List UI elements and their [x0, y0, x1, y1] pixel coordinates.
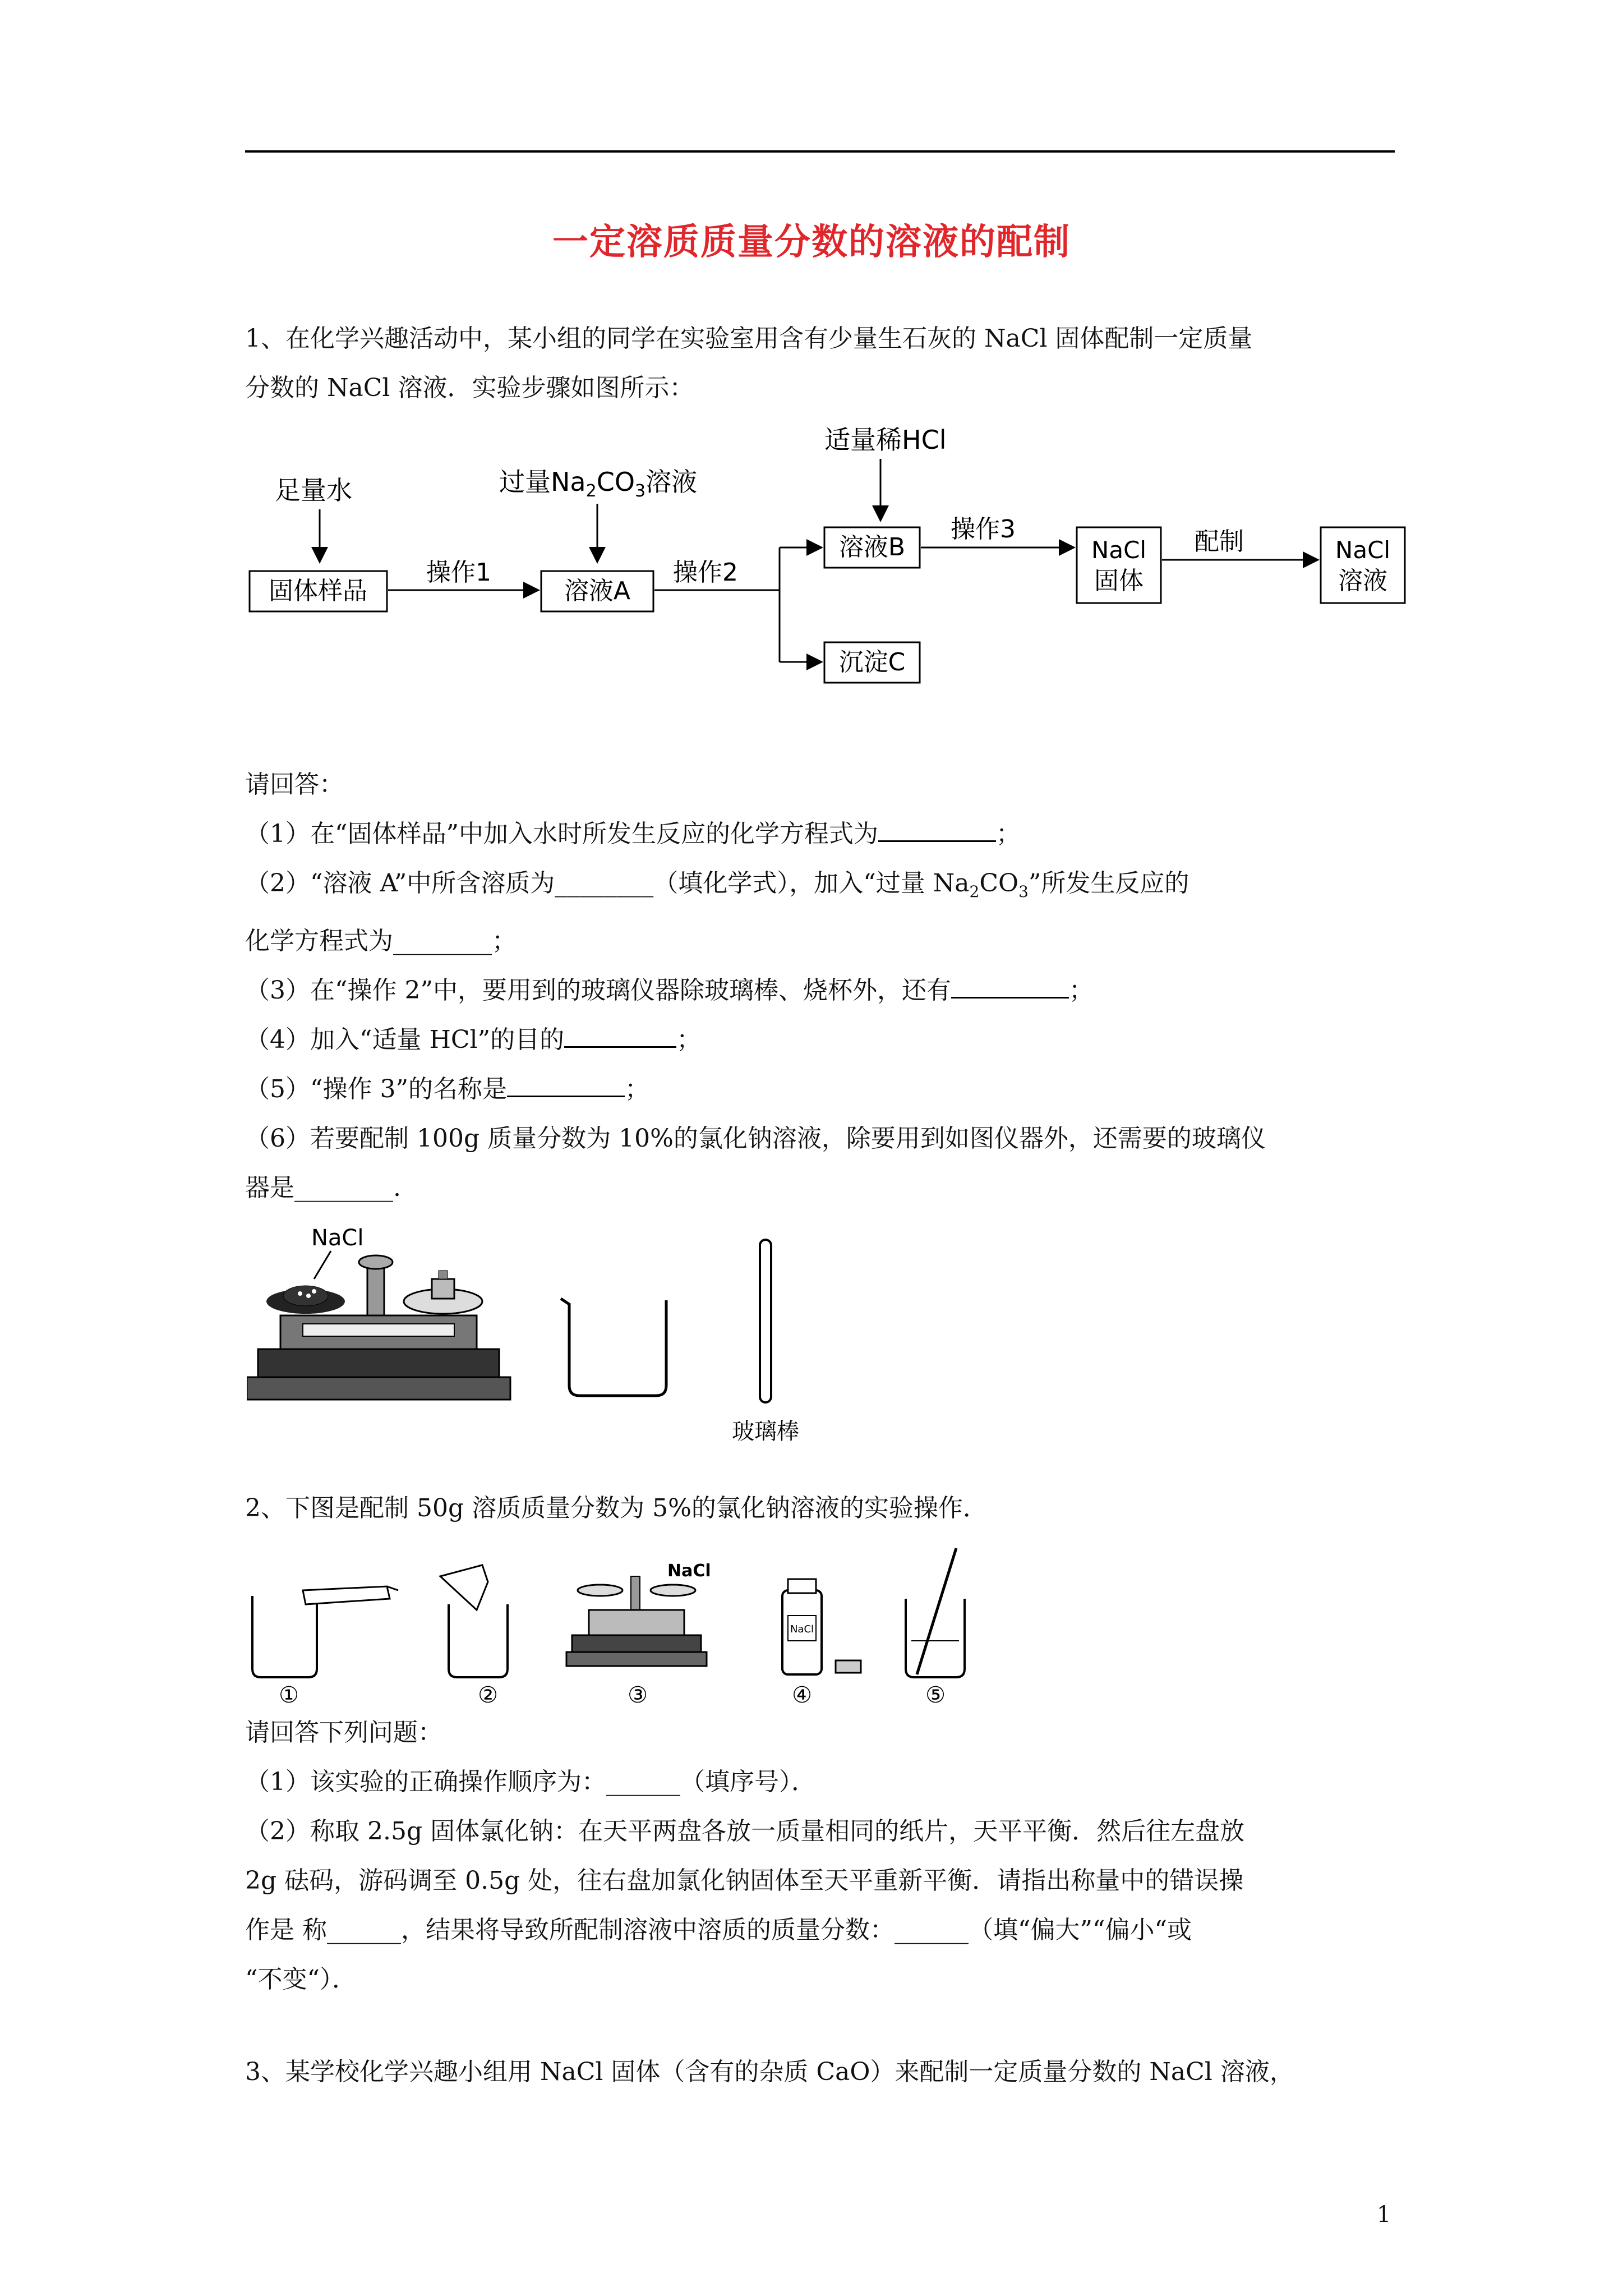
- q1-apparatus-figure: [247, 1217, 864, 1453]
- stirring-beaker-icon: [906, 1548, 965, 1708]
- small-balance-icon: [566, 1561, 711, 1708]
- svg-text:⑤: ⑤: [925, 1682, 946, 1708]
- q2-s2-line1: （2）称取 2.5g 固体氯化钠：在天平两盘各放一质量相同的纸片，天平平衡．然后往左盘放: [245, 1817, 1245, 1846]
- svg-text:溶液A: 溶液A: [564, 577, 631, 605]
- balance-icon: [247, 1225, 510, 1400]
- svg-text:固体样品: 固体样品: [269, 577, 367, 605]
- fig-glass-rod-label: 玻璃棒: [732, 1419, 799, 1444]
- svg-text:②: ②: [478, 1682, 498, 1708]
- q3-stem: 3、某学校化学兴趣小组用 NaCl 固体（含有的杂质 CaO）来配制一定质量分数的 NaCl 溶液，: [245, 2058, 1294, 2086]
- svg-text:NaCl: NaCl: [1091, 536, 1147, 564]
- q1-s3: （3）在“操作 2”中，要用到的玻璃仪器除玻璃棒、烧杯外，还有 ；: [245, 966, 1400, 1015]
- svg-text:沉淀C: 沉淀C: [838, 648, 906, 677]
- q1-s2: （2）“溶液 A”中所含溶质为________（填化学式），加入“过量 $Na_2CO_3$”所发生反应的: [245, 869, 1189, 901]
- q1-please-answer: 请回答：: [245, 770, 344, 799]
- q1-s6-line2: 器是________.: [245, 1173, 401, 1202]
- svg-text:溶液: 溶液: [1338, 567, 1387, 595]
- flow-op3: 操作3: [951, 515, 1016, 544]
- svg-text:NaCl: NaCl: [1335, 536, 1391, 564]
- svg-text:固体: 固体: [1094, 567, 1144, 595]
- flow-prepare: 配制: [1195, 527, 1244, 556]
- svg-text:④: ④: [792, 1682, 812, 1708]
- q1-s2-line2: 化学方程式为________；: [245, 926, 517, 955]
- q2-operations-figure: [247, 1543, 993, 1711]
- svg-text:NaCl: NaCl: [667, 1561, 711, 1581]
- q2-please-answer: 请回答下列问题：: [245, 1718, 442, 1747]
- q1-s1: （1）在“固体样品”中加入水时所发生反应的化学方程式为 ；: [245, 809, 1400, 859]
- q1-s5: （5）“操作 3”的名称是 ；: [245, 1065, 1400, 1114]
- q2-stem: 2、下图是配制 50g 溶质质量分数为 5%的氯化钠溶液的实验操作．: [245, 1494, 988, 1522]
- glass-rod-icon: [732, 1240, 799, 1444]
- flow-op2: 操作2: [673, 558, 738, 587]
- q1-flow-diagram: [241, 415, 1419, 707]
- flow-op1: 操作1: [426, 558, 491, 587]
- pouring-beaker-icon: [252, 1586, 398, 1708]
- fig-nacl-label: NaCl: [311, 1225, 364, 1251]
- q1-stem-line2: 分数的 NaCl 溶液．实验步骤如图所示：: [245, 374, 694, 402]
- q2-s2-line2: 2g 砝码，游码调至 0.5g 处，往右盘加氯化钠固体至天平重新平衡．请指出称量中的错误操: [245, 1866, 1244, 1895]
- paper-beaker-icon: [440, 1565, 508, 1708]
- svg-text:①: ①: [279, 1682, 299, 1708]
- q1-s4: （4）加入“适量 HCl”的目的 ；: [245, 1015, 1400, 1065]
- svg-text:溶液B: 溶液B: [838, 533, 906, 562]
- page-title: 一定溶质质量分数的溶液的配制: [552, 221, 1071, 263]
- svg-text:③: ③: [628, 1682, 648, 1708]
- svg-text:NaCl: NaCl: [790, 1623, 814, 1635]
- reagent-jar-icon: [782, 1579, 861, 1708]
- beaker-icon: [561, 1299, 666, 1396]
- header-rule: [245, 150, 1395, 153]
- q2-s2-line3: 作是 称______，结果将导致所配制溶液中溶质的质量分数：______（填“偏大”“偏小“或: [245, 1916, 1192, 1944]
- flow-add-hcl: 适量稀HCl: [824, 425, 947, 455]
- q1-s6-line1: （6）若要配制 100g 质量分数为 10%的氯化钠溶液，除要用到如图仪器外，还需要的玻璃仪: [245, 1124, 1266, 1153]
- q2-s1: （1）该实验的正确操作顺序为：______（填序号）．: [245, 1768, 816, 1796]
- q1-questions: [245, 760, 1400, 1213]
- q2-questions: [245, 1708, 1400, 2004]
- page-number: 1: [1377, 2202, 1391, 2228]
- q2-s2-line4: “不变“）．: [245, 1965, 357, 1994]
- flow-add-na2co3: 过量$Na_2CO_3$溶液: [499, 467, 698, 501]
- q1-stem-line1: 1、在化学兴趣活动中，某小组的同学在实验室用含有少量生石灰的 NaCl 固体配制一定质量: [245, 324, 1253, 353]
- q1-stem: [245, 314, 1400, 413]
- flow-add-water: 足量水: [275, 475, 352, 505]
